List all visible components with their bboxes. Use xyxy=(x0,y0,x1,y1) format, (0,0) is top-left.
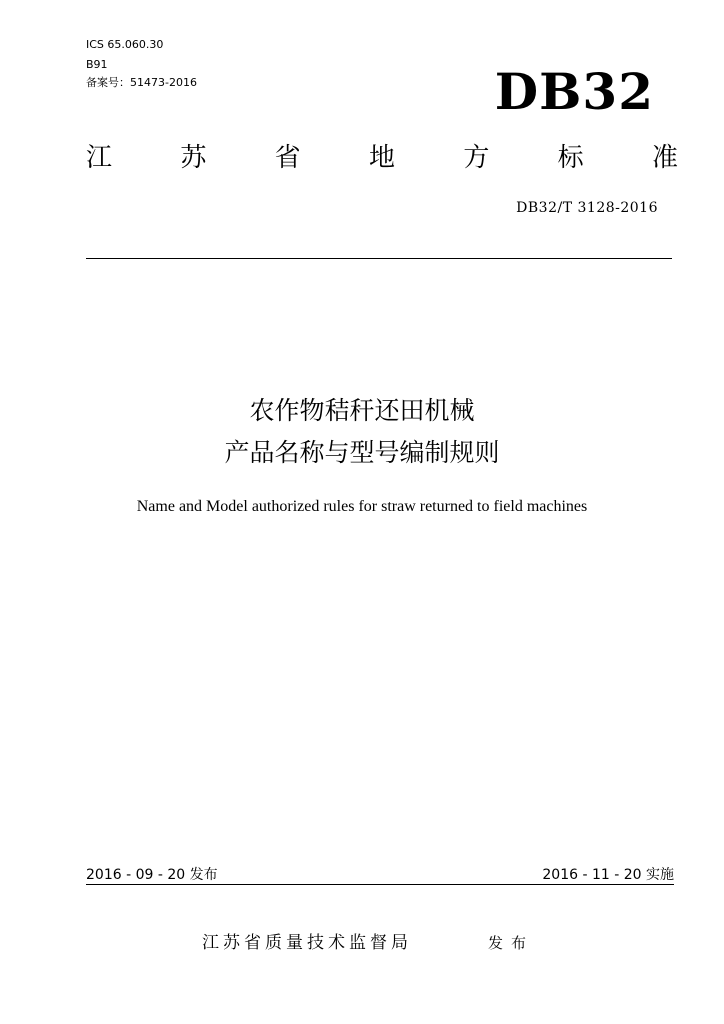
issue-date: 2016 - 09 - 20 发布 xyxy=(86,867,218,883)
standard-type-char: 苏 xyxy=(180,143,207,173)
ics-code: ICS 65.060.30 xyxy=(86,38,164,51)
standard-type-char: 标 xyxy=(557,143,584,173)
title-english: Name and Model authorized rules for straw returned to field machines xyxy=(136,498,588,515)
standard-type xyxy=(86,140,678,176)
classification-code: B91 xyxy=(86,58,108,71)
standard-type-char: 地 xyxy=(368,143,395,173)
title-chinese-line-2: 产品名称与型号编制规则 xyxy=(224,438,500,467)
title-chinese-line-1: 农作物秸秆还田机械 xyxy=(249,396,475,425)
publisher: 江苏省质量技术监督局 xyxy=(202,933,412,953)
footer-divider xyxy=(86,884,674,885)
standard-number: DB32/T 3128-2016 xyxy=(516,200,658,216)
standard-type-char: 江 xyxy=(86,143,113,173)
header-divider xyxy=(86,258,672,259)
standard-type-char: 方 xyxy=(463,143,490,173)
filing-number: 备案号：51473-2016 xyxy=(86,76,197,89)
publish-verb: 发布 xyxy=(488,934,535,952)
implementation-date: 2016 - 11 - 20 实施 xyxy=(542,867,674,883)
standard-type-char: 省 xyxy=(274,143,301,173)
standard-code: DB32 xyxy=(494,62,654,121)
standard-type-char: 准 xyxy=(651,143,678,173)
